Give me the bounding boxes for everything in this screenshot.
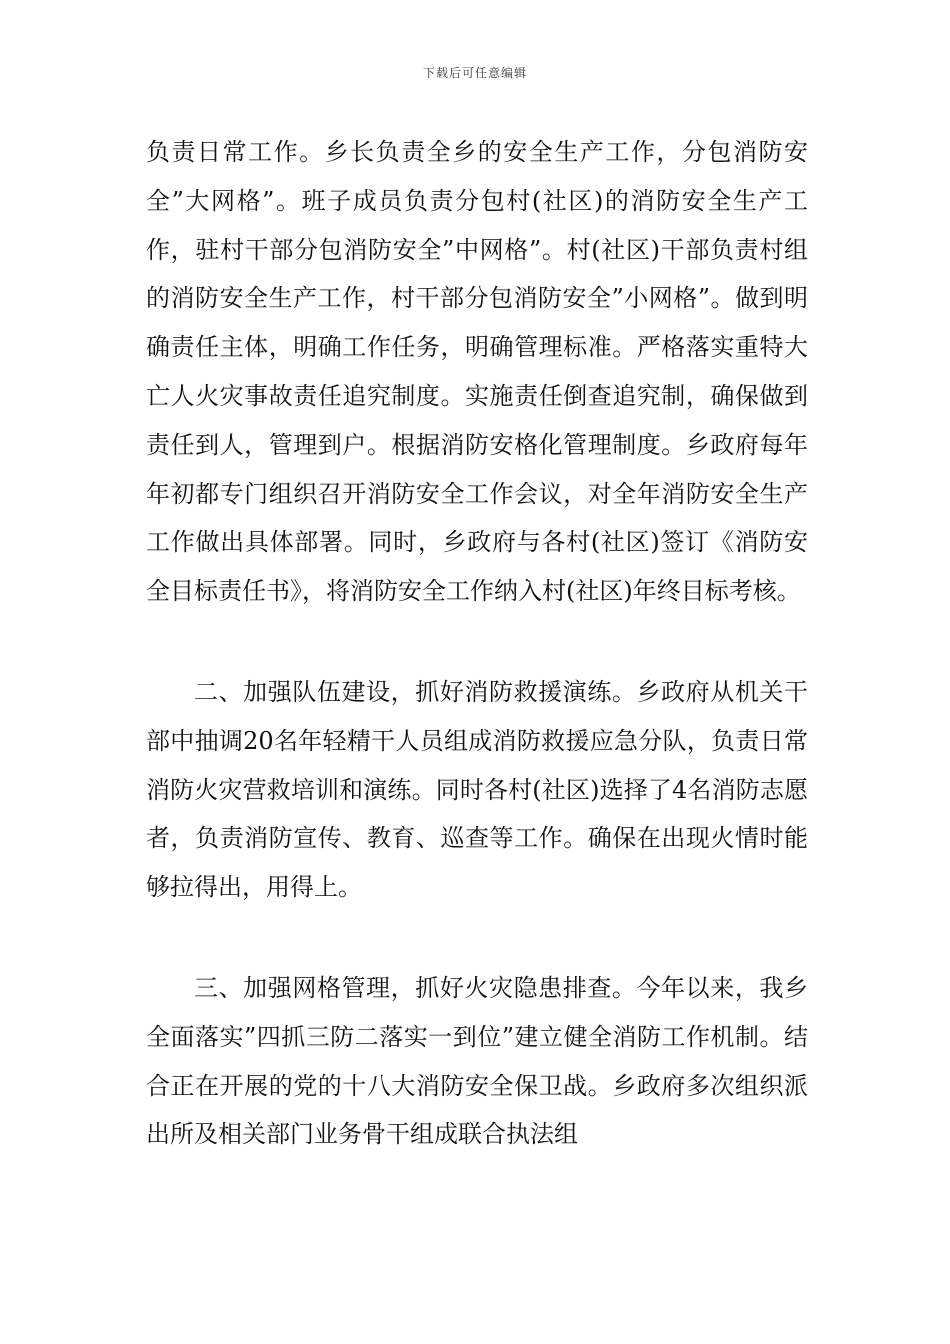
paragraph-2: 二、加强队伍建设，抓好消防救援演练。乡政府从机关干部中抽调20名年轻精干人员组成消防救援应急分队，负责日常消防火灾营救培训和演练。同时各村(社区)选择了4名消防志愿者，负责消防宣传、教育、巡查等工作。确保在出现火情时能够拉得出，用得上。 (146, 677, 808, 902)
paragraph-3: 三、加强网格管理，抓好火灾隐患排查。今年以来，我乡全面落实”四抓三防二落实一到位”建立健全消防工作机制。结合正在开展的党的十八大消防安全保卫战。乡政府多次组织派出所及相关部门业务骨干组成联合执法组 (146, 973, 808, 1149)
paragraph-1: 负责日常工作。乡长负责全乡的安全生产工作，分包消防安全”大网格”。班子成员负责分包村(社区)的消防安全生产工作，驻村干部分包消防安全”中网格”。村(社区)干部负责村组的消防安全生产工作，村干部分包消防安全”小网格”。做到明确责任主体，明确工作任务，明确管理标准。严格落实重特大亡人火灾事故责任追究制度。实施责任倒查追究制，确保做到责任到人，管理到户。根据消防安格化管理制度。乡政府每年年初都专门组织召开消防安全工作会议，对全年消防安全生产工作做出具体部署。同时，乡政府与各村(社区)签订《消防安全目标责任书》，将消防安全工作纳入村(社区)年终目标考核。 (146, 138, 808, 606)
header-note: 下载后可任意编辑 (422, 66, 527, 80)
document-body (146, 128, 808, 1159)
